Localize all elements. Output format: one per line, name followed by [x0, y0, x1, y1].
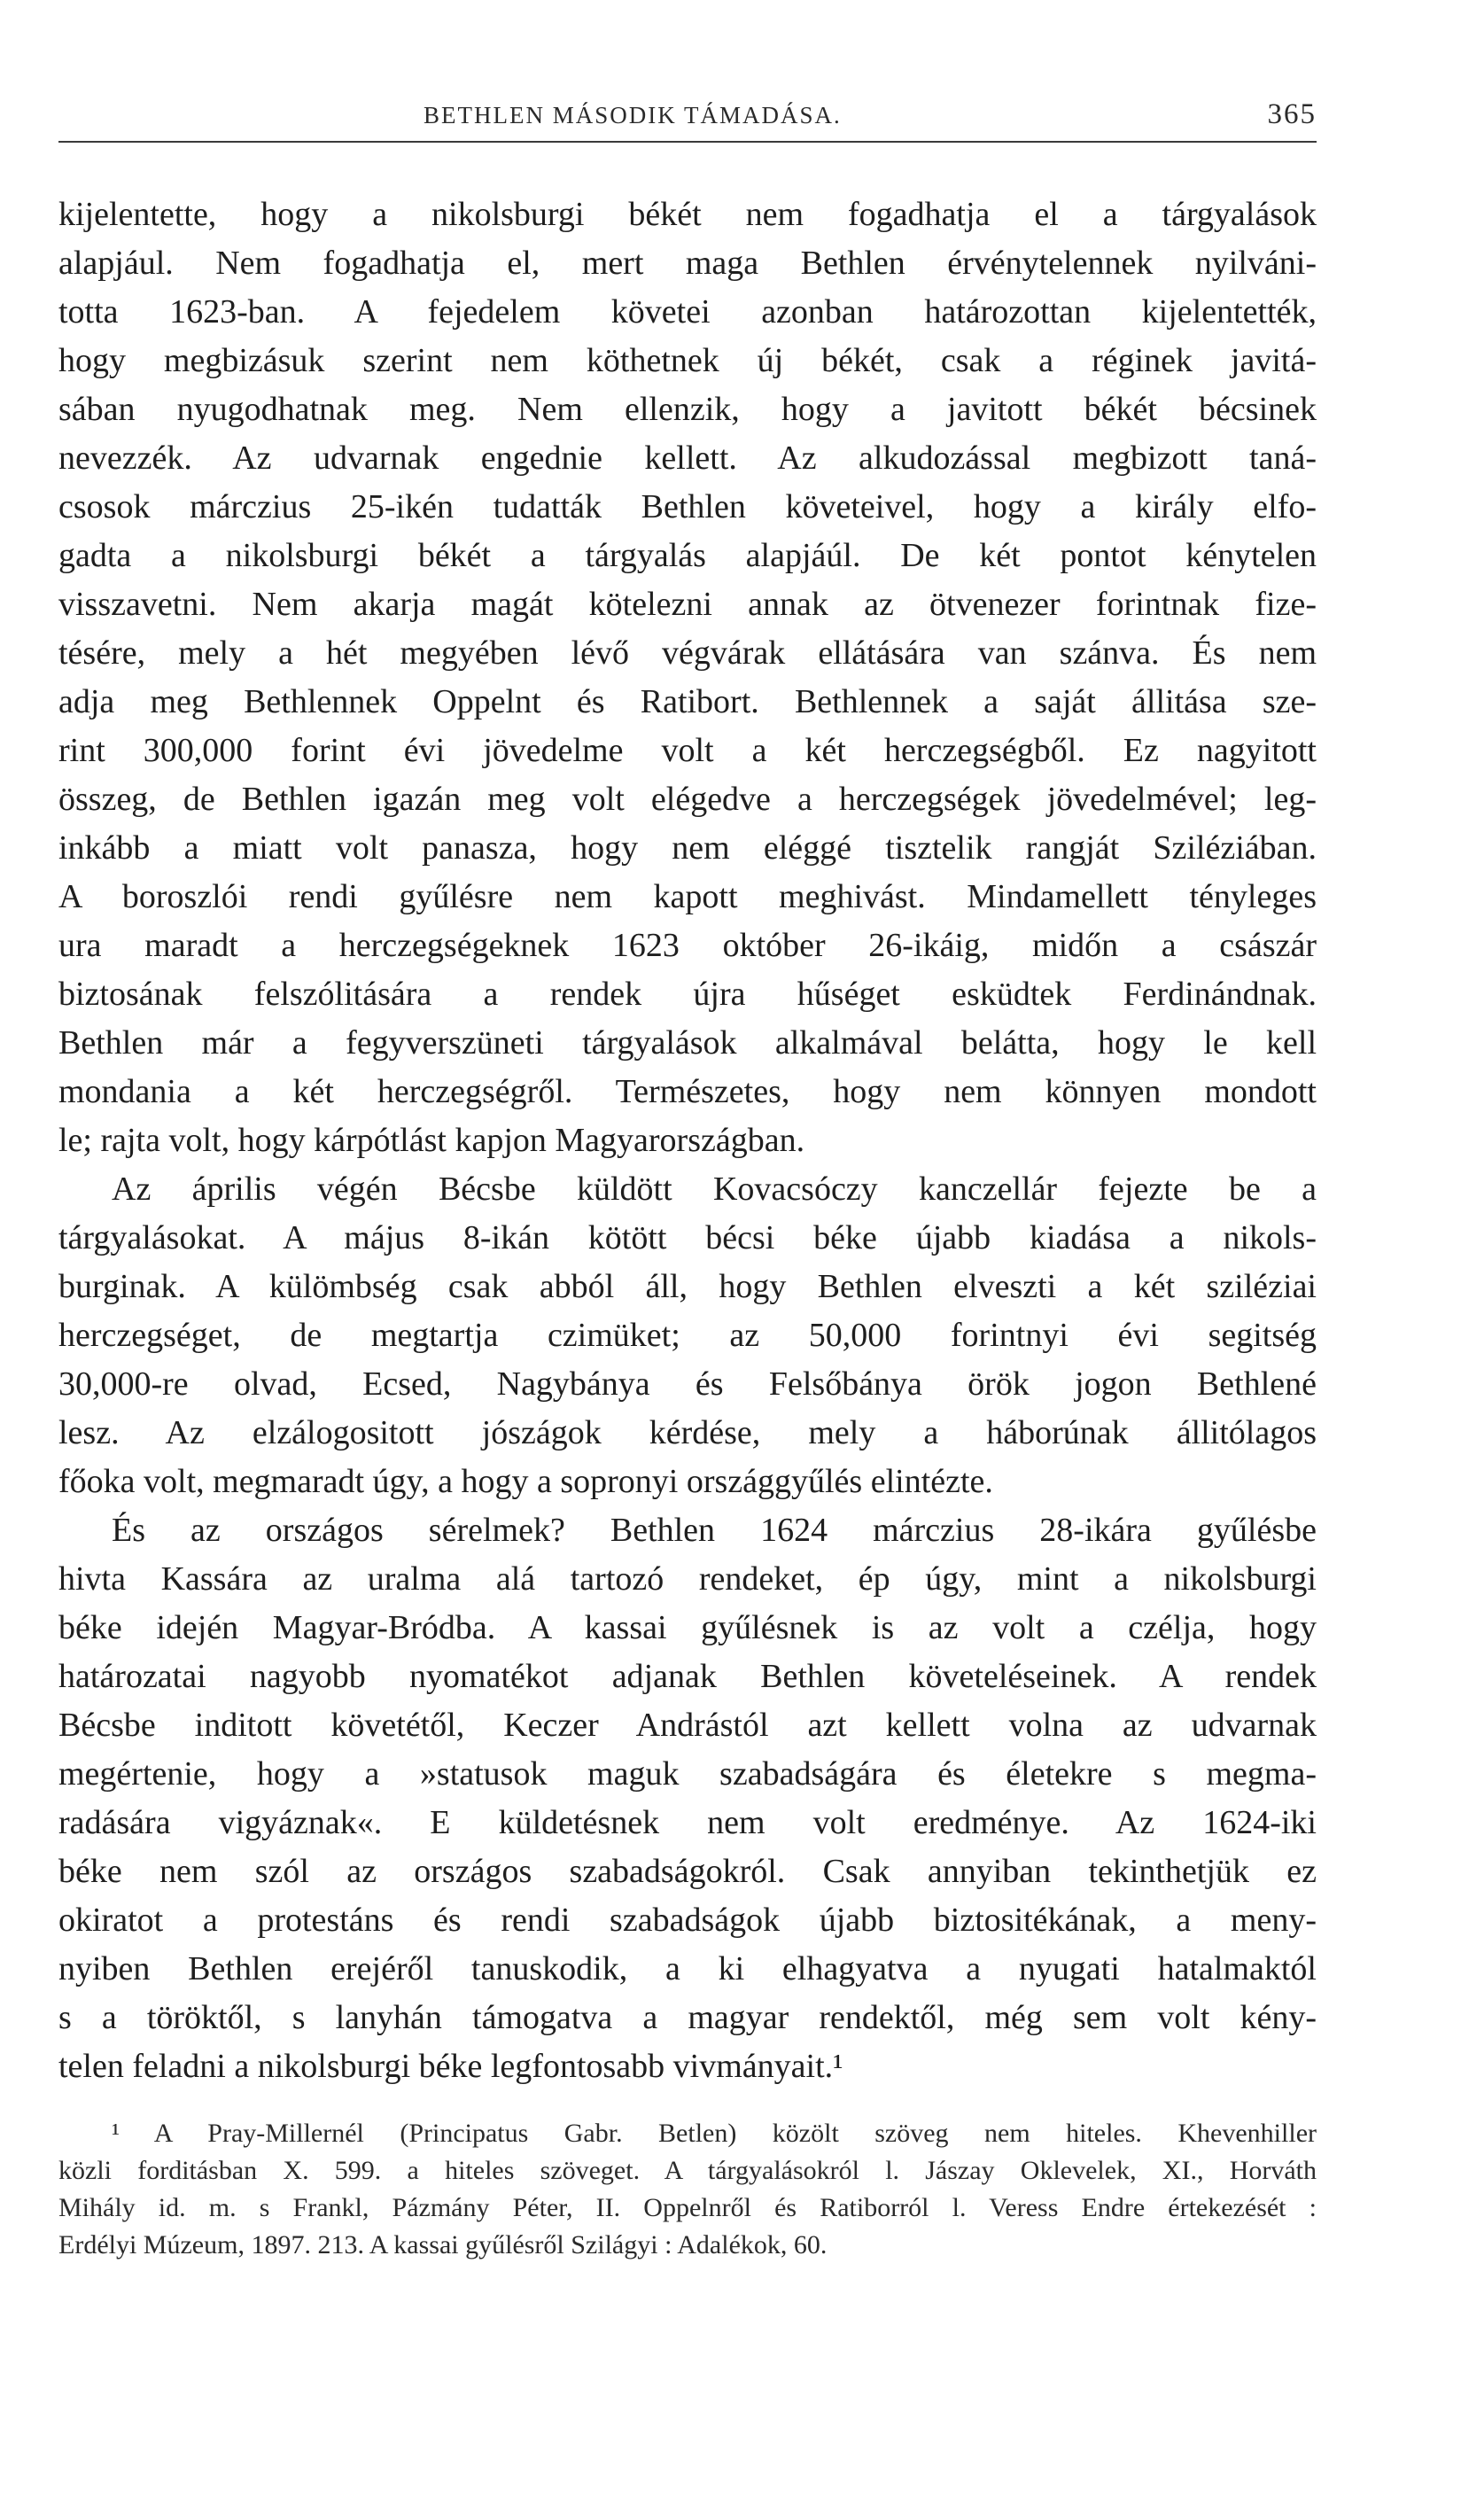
text-line: le; rajta volt, hogy kárpótlást kapjon Magyarországban.	[58, 1122, 805, 1159]
text-line: Bécsbe inditott követétől, Keczer Andrástól azt kellett volna az udvarnak	[58, 1707, 1317, 1744]
text-line: rint 300,000 forint évi jövedelme volt a két herczegségből. Ez nagyitott	[58, 732, 1317, 769]
text-line: nevezzék. Az udvarnak engednie kellett. Az alkudozással megbizott taná-	[58, 439, 1317, 477]
text-line: hivta Kassára az uralma alá tartozó rendeket, ép úgy, mint a nikolsburgi	[58, 1560, 1317, 1598]
text-line: hogy megbizásuk szerint nem köthetnek új békét, csak a réginek javitá-	[58, 342, 1317, 379]
footnote-line: Mihály id. m. s Frankl, Pázmány Péter, II. Oppelnről és Ratiborról l. Veress Endre értekezését :	[58, 2193, 1317, 2222]
text-line: béke idején Magyar-Bródba. A kassai gyűlésnek is az volt a czélja, hogy	[58, 1609, 1317, 1646]
text-line: inkább a miatt volt panasza, hogy nem eléggé tisztelik rangját Sziléziában.	[58, 829, 1317, 867]
text-line: totta 1623-ban. A fejedelem követei azonban határozottan kijelentették,	[58, 293, 1317, 331]
text-line: visszavetni. Nem akarja magát kötelezni annak az ötvenezer forintnak fize-	[58, 586, 1317, 623]
text-line: nyiben Bethlen erejéről tanuskodik, a ki elhagyatva a nyugati hatalmaktól	[58, 1950, 1317, 1987]
text-line: radására vigyáznak«. E küldetésnek nem volt eredménye. Az 1624-iki	[58, 1804, 1317, 1841]
text-line: 30,000-re olvad, Ecsed, Nagybánya és Felsőbánya örök jogon Bethlené	[58, 1365, 1317, 1403]
footnote-line: Erdélyi Múzeum, 1897. 213. A kassai gyűlésről Szilágyi : Adalékok, 60.	[58, 2230, 828, 2259]
running-title: BETHLEN MÁSODIK TÁMADÁSA.	[424, 102, 842, 128]
text-line: megértenie, hogy a »statusok maguk szabadságára és életekre s megma-	[58, 1755, 1317, 1793]
text-line: összeg, de Bethlen igazán meg volt elégedve a herczegségek jövedelmével; leg-	[58, 781, 1317, 818]
footnote-line: ¹ A Pray-Millernél (Principatus Gabr. Betlen) közölt szöveg nem hiteles. Khevenhiller	[112, 2119, 1317, 2148]
body-text	[58, 191, 1317, 2091]
page-header	[58, 93, 1317, 137]
text-line: tésére, mely a hét megyében lévő végvárak ellátására van szánva. És nem	[58, 634, 1317, 672]
text-line: telen feladni a nikolsburgi béke legfontosabb vivmányait.¹	[58, 2048, 843, 2085]
text-line: mondania a két herczegségről. Természetes, hogy nem könnyen mondott	[58, 1073, 1317, 1110]
text-line: lesz. Az elzálogositott jószágok kérdése, mely a háborúnak állitólagos	[58, 1414, 1317, 1451]
text-line: kijelentette, hogy a nikolsburgi békét nem fogadhatja el a tárgyalások	[58, 196, 1317, 233]
text-line: adja meg Bethlennek Oppelnt és Ratibort. Bethlennek a saját állitása sze-	[58, 683, 1317, 720]
text-line: A boroszlói rendi gyűlésre nem kapott meghivást. Mindamellett tényleges	[58, 878, 1317, 915]
text-line: herczegséget, de megtartja czimüket; az 50,000 forintnyi évi segitség	[58, 1317, 1317, 1354]
text-line: okiratot a protestáns és rendi szabadságok újabb biztositékának, a meny-	[58, 1902, 1317, 1939]
text-line: burginak. A külömbség csak abból áll, hogy Bethlen elveszti a két sziléziai	[58, 1268, 1317, 1305]
text-line: határozatai nagyobb nyomatékot adjanak Bethlen követeléseinek. A rendek	[58, 1658, 1317, 1695]
footnote-line: közli forditásban X. 599. a hiteles szöveget. A tárgyalásokról l. Jászay Oklevelek, XI., Horváth	[58, 2156, 1317, 2185]
text-line: gadta a nikolsburgi békét a tárgyalás alapjáúl. De két pontot kénytelen	[58, 537, 1317, 574]
text-line: béke nem szól az országos szabadságokról. Csak annyiban tekinthetjük ez	[58, 1853, 1317, 1890]
text-line: tárgyalásokat. A május 8-ikán kötött bécsi béke újabb kiadása a nikols-	[58, 1219, 1317, 1256]
text-line: ura maradt a herczegségeknek 1623 október 26-ikáig, midőn a császár	[58, 927, 1317, 964]
text-line: főoka volt, megmaradt úgy, a hogy a sopronyi országgyűlés elintézte.	[58, 1463, 993, 1500]
text-line: sában nyugodhatnak meg. Nem ellenzik, hogy a javitott békét bécsinek	[58, 391, 1317, 428]
text-line: biztosának felszólitására a rendek újra hűséget esküdtek Ferdinándnak.	[58, 976, 1317, 1013]
text-line: alapjául. Nem fogadhatja el, mert maga Bethlen érvénytelennek nyilváni-	[58, 245, 1317, 282]
text-line: csosok márczius 25-ikén tudatták Bethlen követeivel, hogy a király elfo-	[58, 488, 1317, 525]
footnotes	[58, 2115, 1317, 2264]
text-line: s a töröktől, s lanyhán támogatva a magyar rendektől, még sem volt kény-	[58, 1999, 1317, 2036]
text-line: Az április végén Bécsbe küldött Kovacsóczy kanczellár fejezte be a	[112, 1171, 1317, 1208]
text-line: És az országos sérelmek? Bethlen 1624 márczius 28-ikára gyűlésbe	[112, 1512, 1317, 1549]
text-line: Bethlen már a fegyverszüneti tárgyalások alkalmával belátta, hogy le kell	[58, 1024, 1317, 1062]
header-rule	[58, 141, 1317, 143]
page-number: 365	[1267, 98, 1317, 130]
